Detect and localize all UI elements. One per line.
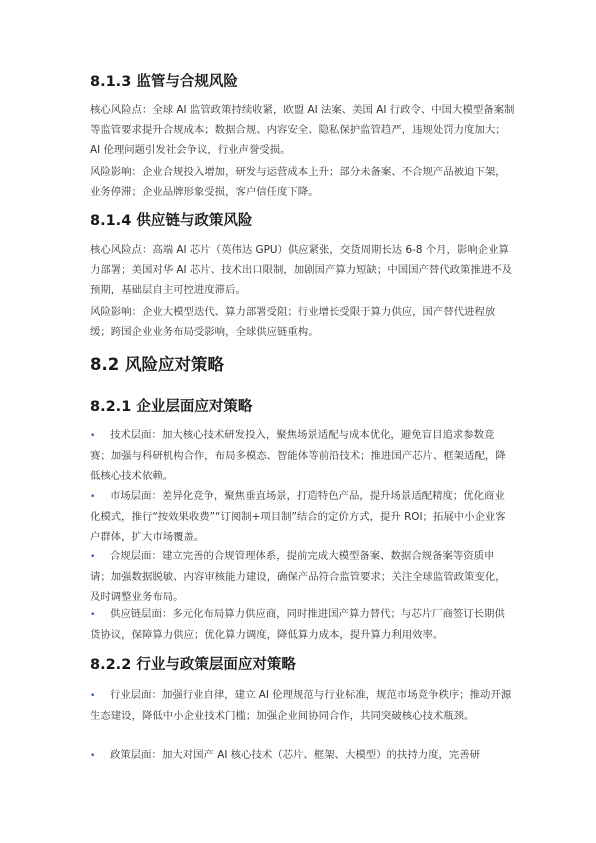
- list-item-tech: [90, 425, 515, 486]
- paragraph-impact-supply: 风险影响：企业大模型迭代、算力部署受阻；行业增长受限于算力供应，国产替代进程放缓；跨国企业业务布局受影响，全球供应链重构。: [90, 306, 496, 338]
- list-item-policy: [90, 745, 515, 766]
- section-heading-8-2-1: 8.2.1 企业层面应对策略: [90, 399, 253, 415]
- section-heading-8-2: 8.2 风险应对策略: [90, 355, 224, 374]
- bullet-icon: •: [90, 691, 96, 701]
- list-item-text: 供应链层面：多元化布局算力供应商，同时推进国产算力替代；与芯片厂商签订长期供货协议，保障算力供应；优化算力调度，降低算力成本，提升算力利用效率。: [90, 608, 505, 641]
- bullet-icon: •: [90, 610, 96, 620]
- section-heading-8-2-2: 8.2.2 行业与政策层面应对策略: [90, 657, 296, 673]
- list-item-market: [90, 486, 515, 547]
- list-item-industry: [90, 685, 515, 726]
- bullet-icon: •: [90, 431, 96, 441]
- bullet-icon: •: [90, 552, 96, 562]
- list-item-text: 市场层面：差异化竞争，聚焦垂直场景，打造特色产品，提升场景适配精度；优化商业化模式，推行“按效果收费”“订阅制+项目制”结合的定价方式，提升 ROI；拓展中小企业客户群体，扩大市场覆盖。: [90, 490, 506, 543]
- paragraph-core-risk-supply: 核心风险点：高端 AI 芯片（英伟达 GPU）供应紧张，交货周期长达 6-8 个月，影响企业算力部署；美国对华 AI 芯片、技术出口限制，加剧国产算力短缺；中国国产替代政策推进不及预期，基础层自主可控进度滞后。: [90, 244, 513, 296]
- list-item-text: 技术层面：加大核心技术研发投入，聚焦场景适配与成本优化，避免盲目追求参数竞赛；加强与科研机构合作，布局多模态、智能体等前沿技术；推进国产芯片、框架适配，降低核心技术依赖。: [90, 429, 506, 482]
- section-heading-8-1-3: 8.1.3 监管与合规风险: [90, 74, 238, 90]
- paragraph-core-risk-regulation: 核心风险点：全球 AI 监管政策持续收紧，欧盟 AI 法案、美国 AI 行政令、中国大模型备案制等监管要求提升合规成本；数据合规、内容安全、隐私保护监管趋严，违规处罚力度加大；AI 伦理问题引发社会争议，行业声誉受损。: [90, 104, 515, 156]
- section-heading-8-1-4: 8.1.4 供应链与政策风险: [90, 213, 253, 229]
- bullet-icon: •: [90, 751, 96, 761]
- paragraph-impact-regulation: 风险影响：企业合规投入增加，研发与运营成本上升；部分未备案、不合规产品被迫下架，业务停滞；企业品牌形象受损，客户信任度下降。: [90, 166, 506, 198]
- bullet-icon: •: [90, 492, 96, 502]
- list-item-supply-chain: [90, 604, 515, 645]
- list-item-text: 政策层面：加大对国产 AI 核心技术（芯片、框架、大模型）的扶持力度，完善研: [110, 749, 481, 761]
- list-item-text: 行业层面：加强行业自律，建立 AI 伦理规范与行业标准，规范市场竞争秩序；推动开源生态建设，降低中小企业技术门槛；加强企业间协同合作，共同突破核心技术瓶颈。: [90, 689, 512, 722]
- list-item-compliance: [90, 546, 515, 607]
- list-item-text: 合规层面：建立完善的合规管理体系，提前完成大模型备案、数据合规备案等资质申请；加强数据脱敏、内容审核能力建设，确保产品符合监管要求；关注全球监管政策变化，及时调整业务布局。: [90, 550, 506, 603]
